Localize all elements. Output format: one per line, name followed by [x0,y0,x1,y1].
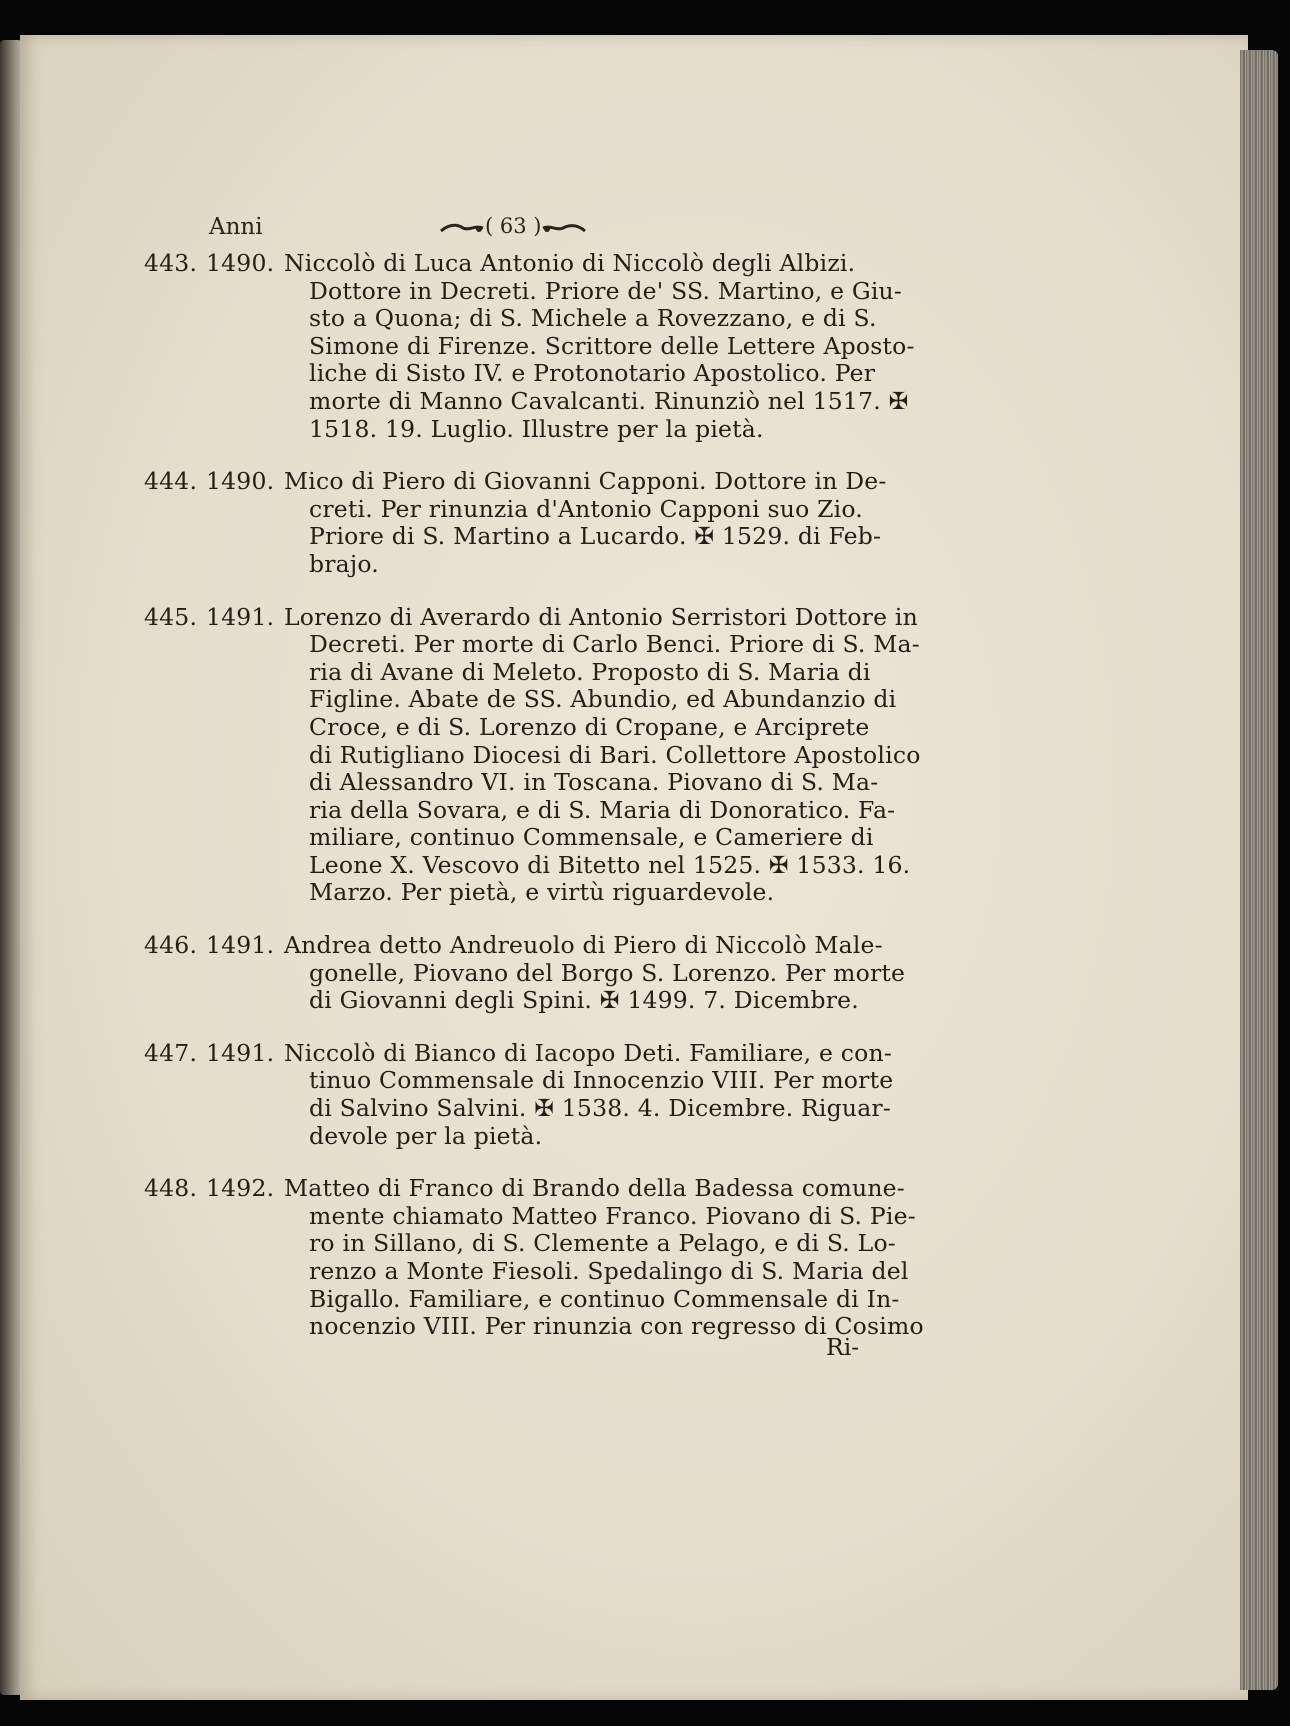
entry-number: 448. [144,1174,198,1203]
entry [144,602,921,908]
entry-text-line: Figline. Abate de SS. Abundio, ed Abundanzio di [309,685,897,714]
catchword: Ri- [826,1333,860,1361]
entry-text-line: gonelle, Piovano del Borgo S. Lorenzo. Per morte [309,958,906,987]
entry-number: 443. [144,249,198,277]
entry [144,932,904,1015]
entry-number: 445. [144,602,198,631]
entry-text-line: Marzo. Per pietà, e virtù riguardevole. [309,878,775,907]
entry-text-line: devole per la pietà. [309,1121,543,1150]
entry-text-line: brajo. [309,549,379,578]
entry-text-line: miliare, continuo Commensale, e Cameriere di [309,823,874,852]
entry-text-line: ria di Avane di Meleto. Proposto di S. Maria di [309,657,871,686]
entry-year: 1490. [206,249,275,277]
page-stack-edge [1240,50,1278,1690]
entry-text-line: Dottore in Decreti. Priore de' SS. Martino, e Giu- [309,276,903,305]
entry-text-line: renzo a Monte Fiesoli. Spedalingo di S. Maria del [309,1257,909,1285]
entry-text-line: Leone X. Vescovo di Bitetto nel 1525. ✠ 1533. 16. [309,850,911,879]
entry-number: 444. [144,467,198,496]
entry [144,1040,904,1150]
right-ornament-icon [541,222,587,234]
entry-text-line: di Giovanni degli Spini. ✠ 1499. 7. Dicembre. [309,986,859,1015]
entry-text-line: morte di Manno Cavalcanti. Rinunziò nel 1517. ✠ [309,386,909,415]
entry-year: 1491. [206,1038,275,1067]
entry-text-line: di Alessandro VI. in Toscana. Piovano di S. Ma- [309,768,879,797]
entry-text-line: Decreti. Per morte di Carlo Benci. Priore di S. Ma- [309,630,920,659]
entry-text-line: Andrea detto Andreuolo di Piero di Niccolò Male- [284,931,883,960]
entry [144,468,904,578]
entry-text-line: ria della Sovara, e di S. Maria di Donoratico. Fa- [309,795,896,824]
entry-text-line: liche di Sisto IV. e Protonotario Apostolico. Per [309,359,876,388]
entry-text-line: sto a Quona; di S. Michele a Rovezzano, e di S. [309,304,877,333]
entry-year: 1492. [206,1174,275,1203]
entry-text-line: Croce, e di S. Lorenzo di Cropane, e Arciprete [309,712,870,741]
facing-page-edge [0,40,22,1695]
entry-text-line: ro in Sillano, di S. Clemente a Pelago, e di S. Lo- [309,1229,896,1258]
entry-number: 447. [144,1038,198,1067]
entry-year: 1491. [206,931,275,960]
entry-number: 446. [144,931,198,960]
entry-text-line: di Rutigliano Diocesi di Bari. Collettore Apostolico [309,740,921,769]
entry-text-line: Matteo di Franco di Brando della Badessa comune- [284,1174,905,1203]
folio-line: ( 63 ) [439,214,587,238]
entry-text-line: Bigallo. Familiare, e continuo Commensale di In- [309,1284,900,1313]
entry [144,1174,924,1341]
entry-year: 1490. [206,467,275,496]
entry-list [144,249,924,1366]
entry-text-line: di Salvino Salvini. ✠ 1538. 4. Dicembre. Riguar- [309,1094,892,1123]
page-header [209,214,609,248]
entry-text-line: Simone di Firenze. Scrittore delle Lettere Aposto- [309,331,915,360]
entry-text-line: Mico di Piero di Giovanni Capponi. Dottore in De- [284,467,887,496]
entry-year: 1491. [206,602,275,631]
left-ornament-icon [439,222,485,234]
entry-text-line: Niccolò di Bianco di Iacopo Deti. Familiare, e con- [284,1038,892,1067]
entry-text-line: mente chiamato Matteo Franco. Piovano di S. Pie- [309,1201,916,1230]
entry-text-line: 1518. 19. Luglio. Illustre per la pietà. [309,414,764,443]
running-head: Anni [209,214,263,240]
entry [144,249,915,443]
entry-text-line: tinuo Commensale di Innocenzio VIII. Per morte [309,1066,894,1095]
entry-text-line: Priore di S. Martino a Lucardo. ✠ 1529. di Feb- [309,522,882,551]
entry-text-line: Niccolò di Luca Antonio di Niccolò degli Albizi. [284,249,856,277]
folio-number: 63 [499,214,527,238]
entry-text-line: nocenzio VIII. Per rinunzia con regresso di Cosimo [309,1312,924,1341]
entry-text-line: Lorenzo di Averardo di Antonio Serristori Dottore in [284,602,918,631]
entry-text-line: creti. Per rinunzia d'Antonio Capponi suo Zio. [309,494,863,523]
